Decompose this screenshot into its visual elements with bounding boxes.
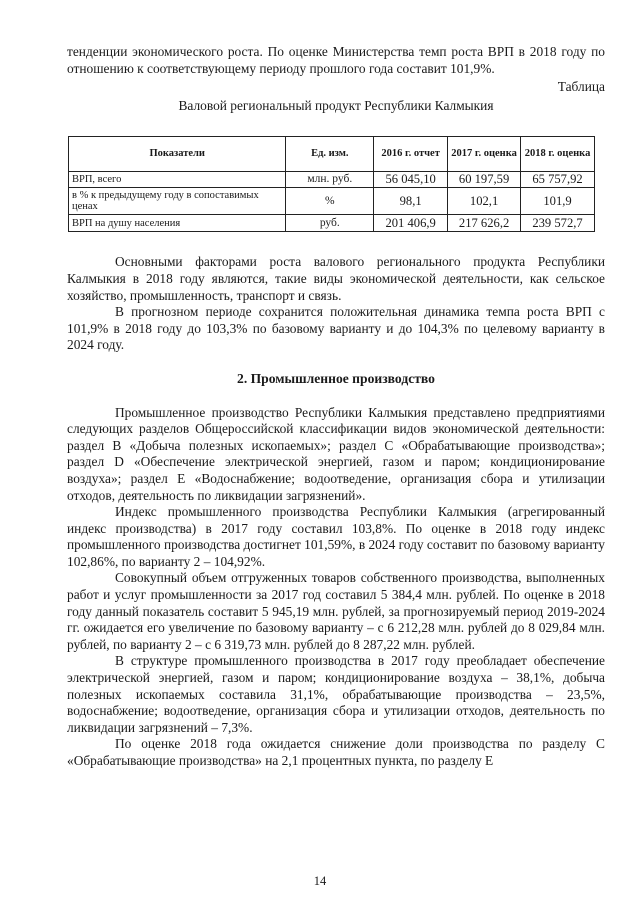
table-title: Валовой региональный продукт Республики Калмыкия: [178, 97, 494, 113]
row-value-2018: 65 757,92: [521, 172, 595, 188]
row-value-2018: 239 572,7: [521, 215, 595, 232]
table-row: [69, 172, 595, 188]
row-value-2018: 101,9: [521, 188, 595, 215]
row-unit: %: [286, 188, 374, 215]
table-header-row: [69, 137, 595, 172]
row-value-2017: 60 197,59: [448, 172, 521, 188]
body-paragraph: В прогнозном периоде сохранится положительная динамика темпа роста ВРП с 101,9% в 2018 году до 103,3% по базовому варианту и до 104,3% по целевому варианту в 2024 году.: [67, 304, 605, 353]
row-indicator: ВРП на душу населения: [69, 215, 286, 232]
table-row: [69, 215, 595, 232]
body-paragraph: По оценке 2018 года ожидается снижение доли производства по разделу С «Обрабатывающие производства» на 2,1 процентных пункта, по разделу Е: [67, 736, 605, 768]
body-paragraph: Основными факторами роста валового регионального продукта Республики Калмыкия в 2018 году являются, такие виды экономической деятельности, как сельское хозяйство, промышленность, транспорт и связь.: [67, 254, 605, 303]
row-indicator: в % к предыдущему году в сопоставимых ценах: [69, 188, 286, 215]
row-value-2016: 201 406,9: [374, 215, 448, 232]
row-value-2016: 98,1: [374, 188, 448, 215]
row-unit: млн. руб.: [286, 172, 374, 188]
body-paragraph: В структуре промышленного производства в 2017 году преобладает обеспечение электрической энергией, газом и паром; кондиционирование воздуха – 38,1%, добыча полезных ископаемых составила 31,1%, обрабатывающие производства – 23,5%, водоснабжение; водоотведение, организация сбора и утилизации отходов, деятельность по ликвидации загрязнений – 7,3%.: [67, 653, 605, 735]
header-unit: Ед. изм.: [286, 137, 374, 172]
body-paragraph: Совокупный объем отгруженных товаров собственного производства, выполненных работ и услуг промышленности за 2017 год составил 5 384,4 млн. рублей. По оценке в 2018 году данный показатель составит 5 945,19 млн. рублей, за прогнозируемый период 2019-2024 гг. ожидается его увеличение по базовому варианту – с 6 212,28 млн. рублей до 8 029,84 млн. рублей, по варианту 2 – с 6 319,73 млн. рублей до 8 287,22 млн. рублей.: [67, 570, 605, 652]
document-page: [67, 44, 605, 770]
header-indicator: Показатели: [69, 137, 286, 172]
header-2017: 2017 г. оценка: [448, 137, 521, 172]
table-label: Таблица: [557, 79, 605, 95]
header-2018: 2018 г. оценка: [521, 137, 595, 172]
table-row: [69, 188, 595, 215]
body-paragraph: Индекс промышленного производства Республики Калмыкия (агрегированный индекс производства) в 2017 году составил 103,8%. По оценке в 2018 году индекс промышленного производства достигнет 101,59%, в 2024 году составит по базовому варианту 102,86%, по варианту 2 – 104,92%.: [67, 504, 605, 569]
body-paragraph: Промышленное производство Республики Калмыкия представлено предприятиями следующих разделов Общероссийской классификации видов экономической деятельности: раздел В «Добыча полезных ископаемых»; раздел С «Обрабатывающие производства»; раздел D «Обеспечение электрической энергией, газом и паром; кондиционирование воздуха»; раздел Е «Водоснабжение; водоотведение, организация сбора и утилизации отходов, деятельность по ликвидации загрязнений».: [67, 404, 605, 503]
section-heading: 2. Промышленное производство: [237, 370, 435, 386]
row-value-2016: 56 045,10: [374, 172, 448, 188]
page-number: 14: [313, 874, 327, 888]
row-value-2017: 217 626,2: [448, 215, 521, 232]
intro-paragraph: тенденции экономического роста. По оценке Министерства темп роста ВРП в 2018 году по отношению к соответствующему периоду прошлого года составит 101,9%.: [67, 44, 605, 76]
row-value-2017: 102,1: [448, 188, 521, 215]
header-2016: 2016 г. отчет: [374, 137, 448, 172]
row-indicator: ВРП, всего: [69, 172, 286, 188]
row-unit: руб.: [286, 215, 374, 232]
vrp-table: [68, 136, 595, 232]
